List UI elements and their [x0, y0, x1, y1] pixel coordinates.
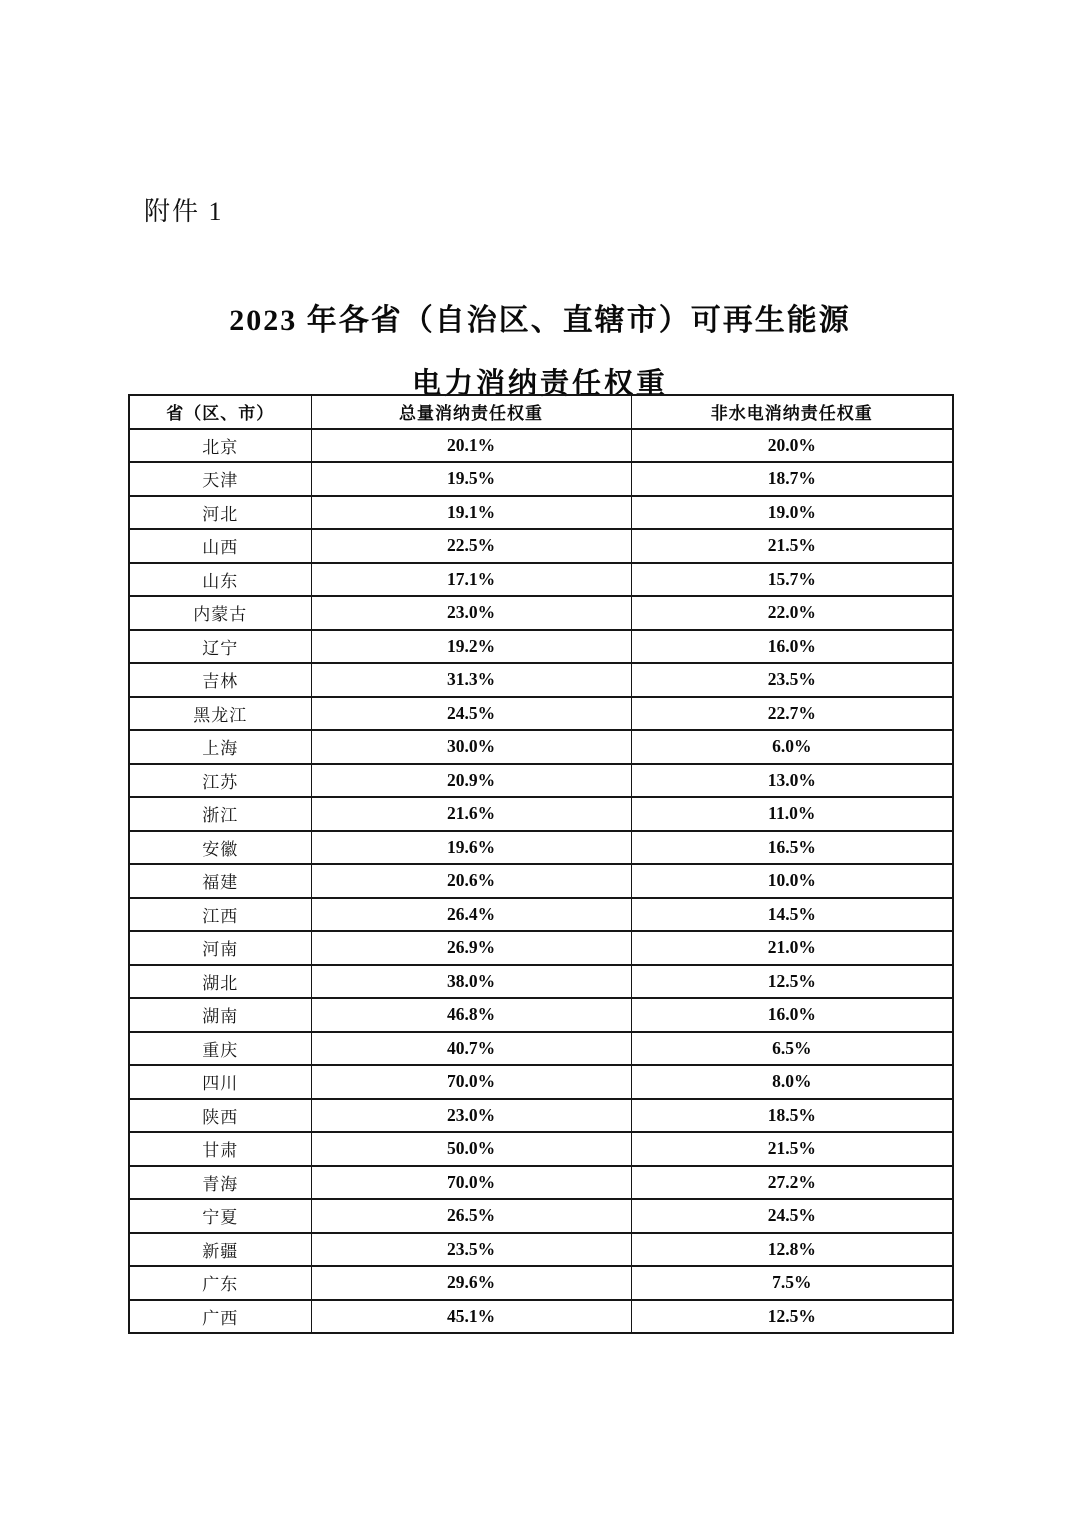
total-weight-cell: 19.6%	[311, 831, 631, 865]
table-row	[129, 764, 953, 798]
total-weight-cell: 50.0%	[311, 1132, 631, 1166]
province-cell: 青海	[129, 1166, 311, 1200]
table-row	[129, 563, 953, 597]
nonhydro-weight-cell: 10.0%	[631, 864, 953, 898]
province-cell: 广西	[129, 1300, 311, 1334]
column-header-total-weight: 总量消纳责任权重	[311, 395, 631, 429]
total-weight-cell: 24.5%	[311, 697, 631, 731]
province-cell: 江苏	[129, 764, 311, 798]
table-row	[129, 1266, 953, 1300]
nonhydro-weight-cell: 16.5%	[631, 831, 953, 865]
province-cell: 四川	[129, 1065, 311, 1099]
nonhydro-weight-cell: 22.7%	[631, 697, 953, 731]
total-weight-cell: 17.1%	[311, 563, 631, 597]
total-weight-cell: 20.9%	[311, 764, 631, 798]
province-cell: 黑龙江	[129, 697, 311, 731]
nonhydro-weight-cell: 20.0%	[631, 429, 953, 463]
table-row	[129, 1300, 953, 1334]
nonhydro-weight-cell: 7.5%	[631, 1266, 953, 1300]
total-weight-cell: 46.8%	[311, 998, 631, 1032]
title-line-1: 2023 年各省（自治区、直辖市）可再生能源	[229, 304, 851, 337]
province-cell: 甘肃	[129, 1132, 311, 1166]
province-cell: 北京	[129, 429, 311, 463]
total-weight-cell: 30.0%	[311, 730, 631, 764]
total-weight-cell: 70.0%	[311, 1166, 631, 1200]
nonhydro-weight-cell: 12.5%	[631, 1300, 953, 1334]
total-weight-cell: 38.0%	[311, 965, 631, 999]
nonhydro-weight-cell: 16.0%	[631, 630, 953, 664]
nonhydro-weight-cell: 21.5%	[631, 529, 953, 563]
attachment-label: 附件 1	[144, 197, 224, 226]
table-row	[129, 1099, 953, 1133]
table-row	[129, 596, 953, 630]
nonhydro-weight-cell: 18.5%	[631, 1099, 953, 1133]
table-row	[129, 1166, 953, 1200]
table-row	[129, 529, 953, 563]
total-weight-cell: 26.9%	[311, 931, 631, 965]
nonhydro-weight-cell: 18.7%	[631, 462, 953, 496]
table-row	[129, 730, 953, 764]
table-row	[129, 797, 953, 831]
province-cell: 安徽	[129, 831, 311, 865]
province-cell: 湖南	[129, 998, 311, 1032]
nonhydro-weight-cell: 22.0%	[631, 596, 953, 630]
table-row	[129, 1132, 953, 1166]
nonhydro-weight-cell: 13.0%	[631, 764, 953, 798]
table-row	[129, 998, 953, 1032]
total-weight-cell: 19.2%	[311, 630, 631, 664]
nonhydro-weight-cell: 21.0%	[631, 931, 953, 965]
table-row	[129, 663, 953, 697]
province-cell: 内蒙古	[129, 596, 311, 630]
nonhydro-weight-cell: 12.8%	[631, 1233, 953, 1267]
table-body	[129, 429, 953, 1334]
document-title	[0, 295, 1080, 402]
nonhydro-weight-cell: 15.7%	[631, 563, 953, 597]
nonhydro-weight-cell: 11.0%	[631, 797, 953, 831]
province-cell: 山东	[129, 563, 311, 597]
total-weight-cell: 23.5%	[311, 1233, 631, 1267]
nonhydro-weight-cell: 27.2%	[631, 1166, 953, 1200]
nonhydro-weight-cell: 14.5%	[631, 898, 953, 932]
province-cell: 山西	[129, 529, 311, 563]
province-cell: 吉林	[129, 663, 311, 697]
total-weight-cell: 20.1%	[311, 429, 631, 463]
total-weight-cell: 70.0%	[311, 1065, 631, 1099]
table-row	[129, 462, 953, 496]
nonhydro-weight-cell: 6.0%	[631, 730, 953, 764]
table-row	[129, 697, 953, 731]
table-row	[129, 931, 953, 965]
total-weight-cell: 40.7%	[311, 1032, 631, 1066]
table-row	[129, 831, 953, 865]
nonhydro-weight-cell: 23.5%	[631, 663, 953, 697]
table-row	[129, 965, 953, 999]
total-weight-cell: 20.6%	[311, 864, 631, 898]
province-cell: 宁夏	[129, 1199, 311, 1233]
column-header-province: 省（区、市）	[129, 395, 311, 429]
table-row	[129, 1065, 953, 1099]
province-cell: 江西	[129, 898, 311, 932]
province-cell: 重庆	[129, 1032, 311, 1066]
province-cell: 河北	[129, 496, 311, 530]
nonhydro-weight-cell: 6.5%	[631, 1032, 953, 1066]
table-row	[129, 1032, 953, 1066]
total-weight-cell: 26.4%	[311, 898, 631, 932]
province-cell: 浙江	[129, 797, 311, 831]
table-row	[129, 1233, 953, 1267]
total-weight-cell: 23.0%	[311, 1099, 631, 1133]
total-weight-cell: 21.6%	[311, 797, 631, 831]
table-row	[129, 496, 953, 530]
province-cell: 广东	[129, 1266, 311, 1300]
table-row	[129, 898, 953, 932]
title-line-2: 电力消纳责任权重	[411, 368, 668, 400]
nonhydro-weight-cell: 21.5%	[631, 1132, 953, 1166]
column-header-nonhydro-weight: 非水电消纳责任权重	[631, 395, 953, 429]
total-weight-cell: 23.0%	[311, 596, 631, 630]
province-cell: 湖北	[129, 965, 311, 999]
table-row	[129, 864, 953, 898]
province-cell: 新疆	[129, 1233, 311, 1267]
total-weight-cell: 31.3%	[311, 663, 631, 697]
nonhydro-weight-cell: 12.5%	[631, 965, 953, 999]
total-weight-cell: 22.5%	[311, 529, 631, 563]
nonhydro-weight-cell: 8.0%	[631, 1065, 953, 1099]
province-cell: 天津	[129, 462, 311, 496]
province-cell: 陕西	[129, 1099, 311, 1133]
total-weight-cell: 19.5%	[311, 462, 631, 496]
total-weight-cell: 29.6%	[311, 1266, 631, 1300]
table-row	[129, 429, 953, 463]
nonhydro-weight-cell: 24.5%	[631, 1199, 953, 1233]
total-weight-cell: 45.1%	[311, 1300, 631, 1334]
weights-table	[128, 394, 954, 1334]
total-weight-cell: 26.5%	[311, 1199, 631, 1233]
province-cell: 辽宁	[129, 630, 311, 664]
nonhydro-weight-cell: 19.0%	[631, 496, 953, 530]
province-cell: 福建	[129, 864, 311, 898]
total-weight-cell: 19.1%	[311, 496, 631, 530]
province-cell: 河南	[129, 931, 311, 965]
table-header-row	[129, 395, 953, 429]
province-cell: 上海	[129, 730, 311, 764]
table-row	[129, 630, 953, 664]
nonhydro-weight-cell: 16.0%	[631, 998, 953, 1032]
table-row	[129, 1199, 953, 1233]
